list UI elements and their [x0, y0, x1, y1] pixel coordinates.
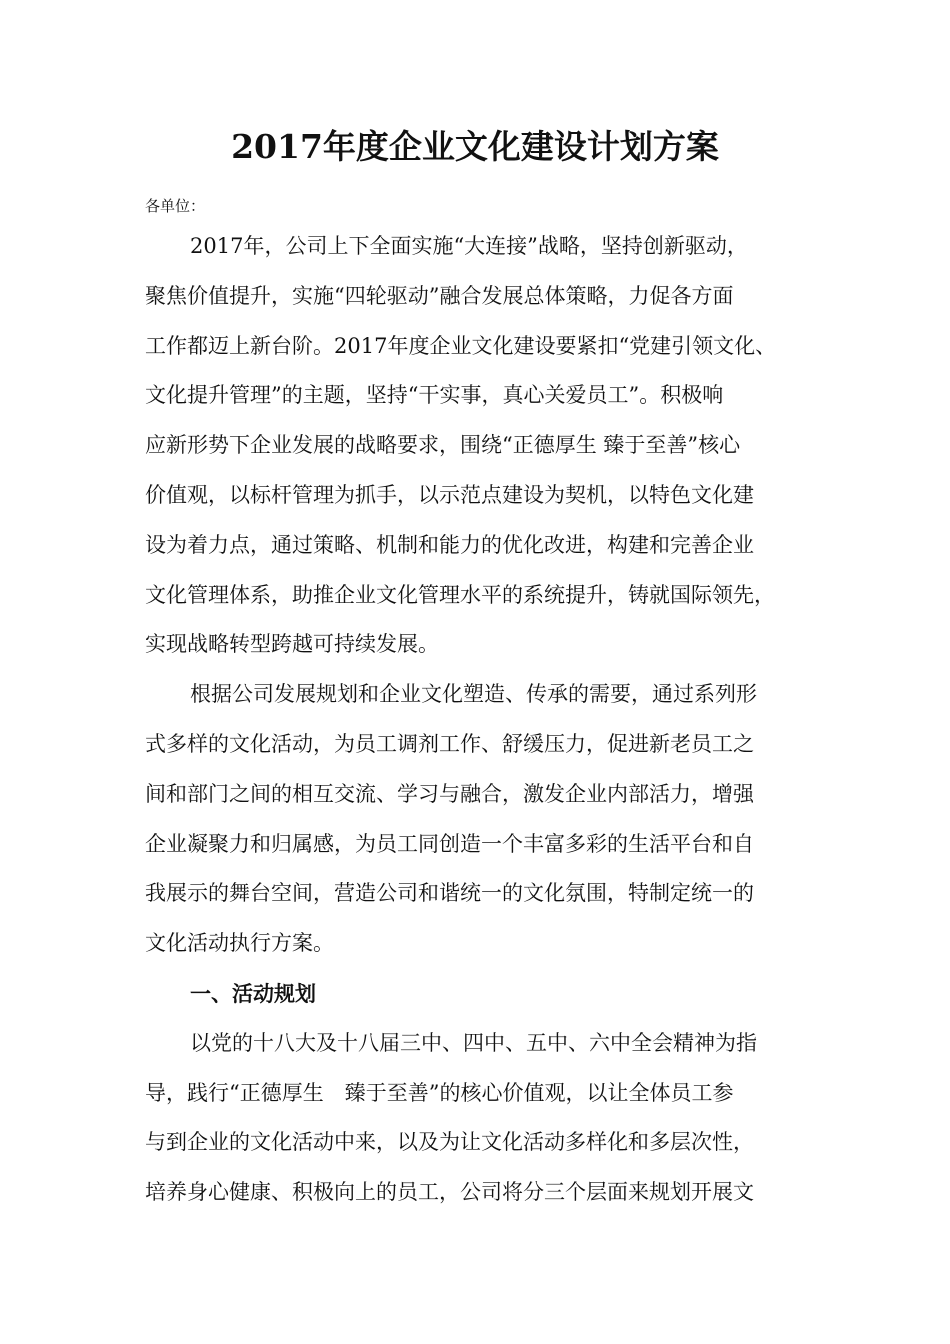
- paragraph-line: 式多样的文化活动，为员工调剂工作、舒缓压力，促进新老员工之: [145, 731, 754, 756]
- document-title: 2017年度企业文化建设计划方案: [231, 127, 719, 166]
- paragraph-line: 文化活动执行方案。: [145, 931, 334, 956]
- paragraph-line: 培养身心健康、积极向上的员工，公司将分三个层面来规划开展文: [145, 1180, 754, 1205]
- paragraph-line: 文化提升管理”的主题，坚持“干实事，真心关爱员工”。积极响: [145, 383, 724, 408]
- paragraph-line: 导，践行“正德厚生 臻于至善”的核心价值观，以让全体员工参: [145, 1080, 734, 1105]
- paragraph-line: 间和部门之间的相互交流、学习与融合，激发企业内部活力，增强: [145, 781, 754, 806]
- paragraph-1: [145, 222, 835, 670]
- paragraph-line: 2017年，公司上下全面实施“大连接”战略，坚持创新驱动，: [190, 234, 748, 258]
- paragraph-line: 与到企业的文化活动中来，以及为让文化活动多样化和多层次性，: [145, 1130, 754, 1155]
- paragraph-3: [145, 1019, 835, 1218]
- paragraph-line: 工作都迈上新台阶。2017年度企业文化建设要紧扣“党建引领文化、: [145, 333, 777, 358]
- document-body: [145, 222, 835, 1218]
- paragraph-line: 以党的十八大及十八届三中、四中、五中、六中全会精神为指: [190, 1030, 757, 1055]
- paragraph-line: 实现战略转型跨越可持续发展。: [145, 632, 439, 657]
- paragraph-line: 设为着力点，通过策略、机制和能力的优化改进，构建和完善企业: [145, 532, 754, 557]
- salutation: 各单位：: [145, 197, 206, 215]
- section-heading: 一、活动规划: [190, 980, 316, 1006]
- paragraph-line: 我展示的舞台空间，营造公司和谐统一的文化氛围，特制定统一的: [145, 881, 754, 906]
- paragraph-line: 聚焦价值提升，实施“四轮驱动”融合发展总体策略，力促各方面: [145, 283, 734, 308]
- paragraph-line: 根据公司发展规划和企业文化塑造、传承的需要，通过系列形: [190, 682, 757, 707]
- paragraph-line: 价值观，以标杆管理为抓手，以示范点建设为契机，以特色文化建: [145, 482, 754, 507]
- paragraph-line: 应新形势下企业发展的战略要求，围绕“正德厚生 臻于至善”核心: [145, 433, 741, 458]
- paragraph-2: [145, 670, 835, 969]
- paragraph-line: 文化管理体系，助推企业文化管理水平的系统提升，铸就国际领先，: [145, 582, 775, 607]
- paragraph-line: 企业凝聚力和归属感，为员工同创造一个丰富多彩的生活平台和自: [145, 831, 754, 856]
